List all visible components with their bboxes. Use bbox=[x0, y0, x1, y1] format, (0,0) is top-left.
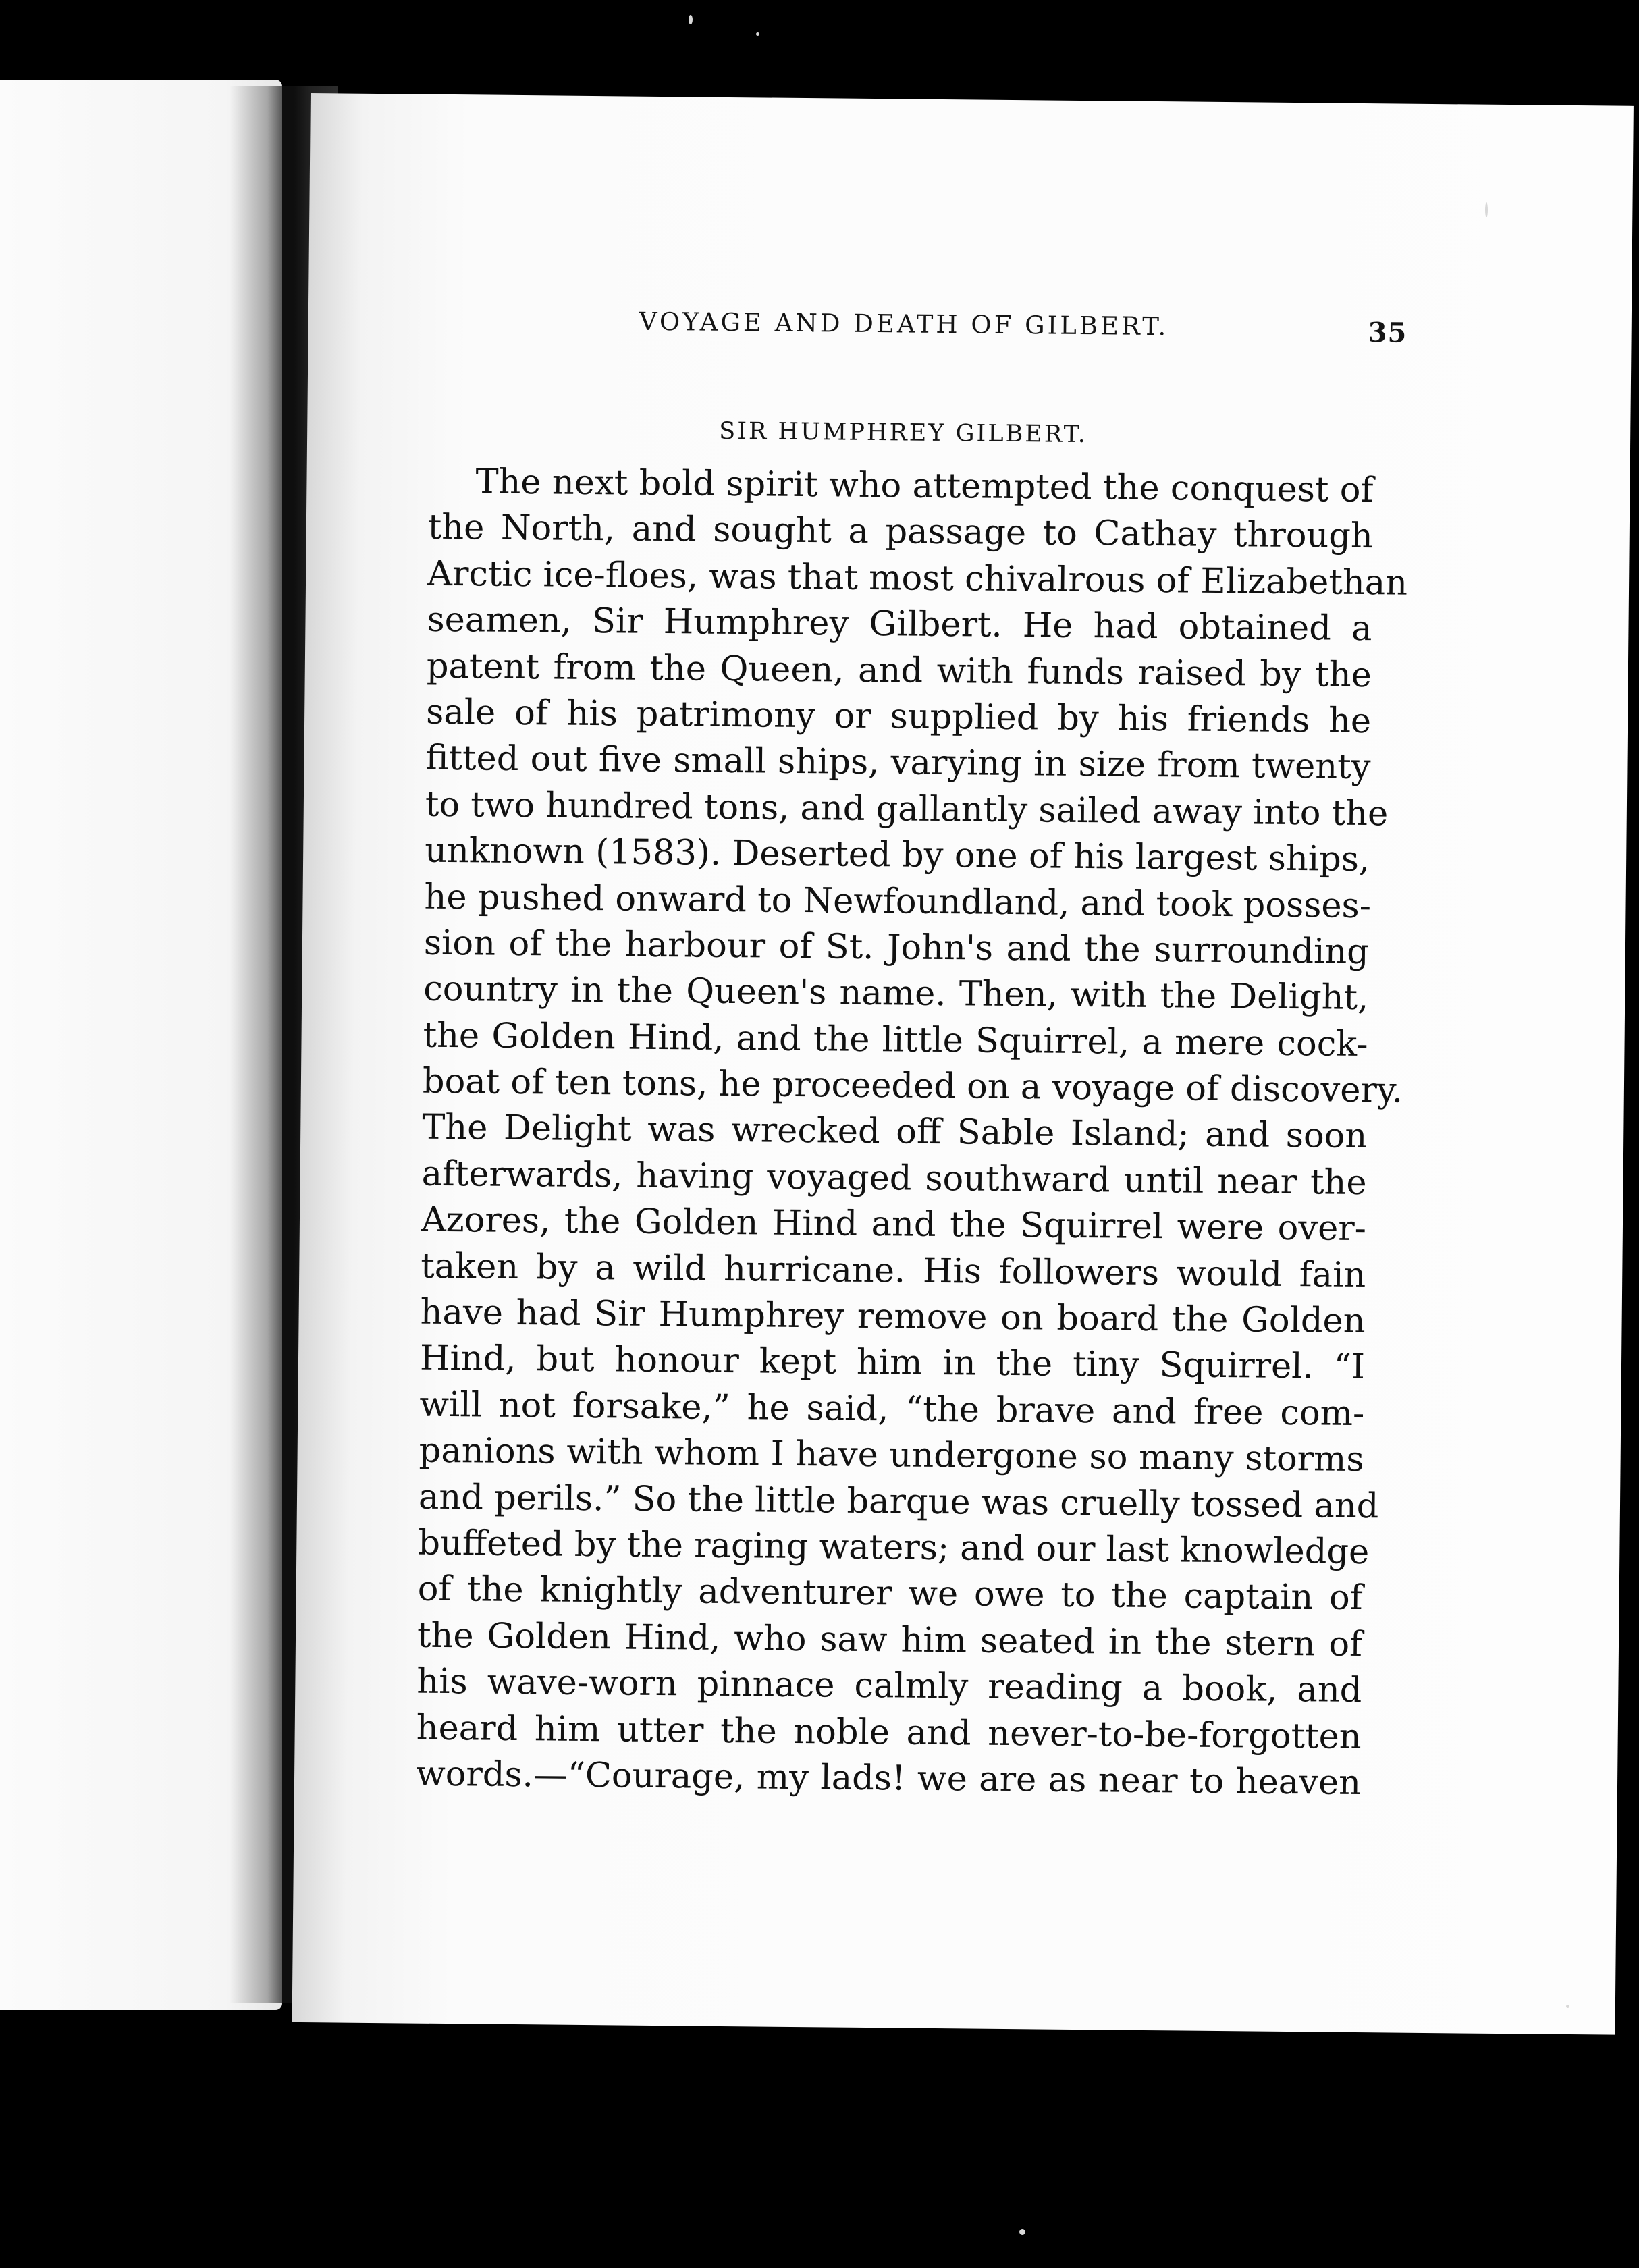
text-line: seamen, Sir Humphrey Gilbert. He had obtained a bbox=[427, 599, 1372, 649]
section-title: SIR HUMPHREY GILBERT. bbox=[719, 417, 1088, 449]
text-line: boat of ten tons, he proceeded on a voyage of discovery. bbox=[422, 1061, 1403, 1111]
text-line: have had Sir Humphrey remove on board the Golden bbox=[420, 1292, 1366, 1342]
text-line: the North, and sought a passage to Cathay through bbox=[427, 508, 1374, 557]
text-line: unknown (1583). Deserted by one of his largest ships, bbox=[424, 830, 1370, 880]
scan-speck bbox=[689, 15, 693, 24]
text-line: fitted out five small ships, varying in size from twenty bbox=[425, 738, 1371, 788]
text-line: he pushed onward to Newfoundland, and took posses- bbox=[424, 877, 1372, 926]
text-line: patent from the Queen, and with funds raised by the bbox=[426, 646, 1372, 695]
scan-speck bbox=[1566, 2005, 1569, 2008]
text-line: sale of his patrimony or supplied by his friends he bbox=[425, 692, 1372, 742]
text-line: of the knightly adventurer we owe to the captain of bbox=[417, 1569, 1363, 1619]
text-line: Hind, but honour kept him in the tiny Squirrel. “I bbox=[419, 1339, 1366, 1388]
scan-speck bbox=[756, 32, 759, 36]
text-line: The next bold spirit who attempted the conquest of bbox=[475, 462, 1374, 511]
scan-speck bbox=[1485, 202, 1488, 217]
text-line: the Golden Hind, and the little Squirrel, a mere cock- bbox=[423, 1015, 1368, 1064]
running-head-title: VOYAGE AND DEATH OF GILBERT. bbox=[639, 306, 1169, 342]
text-line: Arctic ice-floes, was that most chivalrous of Elizabethan bbox=[427, 554, 1408, 603]
text-line: The Delight was wrecked off Sable Island; and soon bbox=[422, 1108, 1368, 1157]
text-line: words.—“Courage, my lads! we are as near to heaven bbox=[415, 1754, 1362, 1803]
text-line: Azores, the Golden Hind and the Squirrel were over- bbox=[421, 1199, 1367, 1249]
text-line: will not forsake,” he said, “the brave and free com- bbox=[419, 1384, 1365, 1434]
text-line: the Golden Hind, who saw him seated in the stern of bbox=[417, 1615, 1363, 1665]
text-line: panions with whom I have undergone so many storms bbox=[419, 1430, 1364, 1480]
text-line: country in the Queen's name. Then, with the Delight, bbox=[423, 969, 1369, 1019]
body-text bbox=[415, 459, 1408, 1807]
running-head bbox=[639, 307, 1517, 356]
text-line: his wave-worn pinnace calmly reading a book, and bbox=[417, 1661, 1362, 1711]
book-page bbox=[292, 93, 1634, 2035]
text-line: taken by a wild hurricane. His followers would fain bbox=[421, 1246, 1366, 1295]
text-line: and perils.” So the little barque was cruelly tossed and bbox=[418, 1477, 1379, 1526]
page-number: 35 bbox=[1368, 317, 1407, 349]
text-line: buffeted by the raging waters; and our last knowledge bbox=[418, 1523, 1370, 1573]
text-line: heard him utter the noble and never-to-be-forgotten bbox=[416, 1708, 1362, 1757]
scan-speck bbox=[1019, 2229, 1025, 2235]
text-line: afterwards, having voyaged southward until near the bbox=[421, 1154, 1367, 1203]
text-line: sion of the harbour of St. John's and the surrounding bbox=[423, 923, 1370, 973]
text-line: to two hundred tons, and gallantly sailed away into the bbox=[425, 784, 1389, 834]
